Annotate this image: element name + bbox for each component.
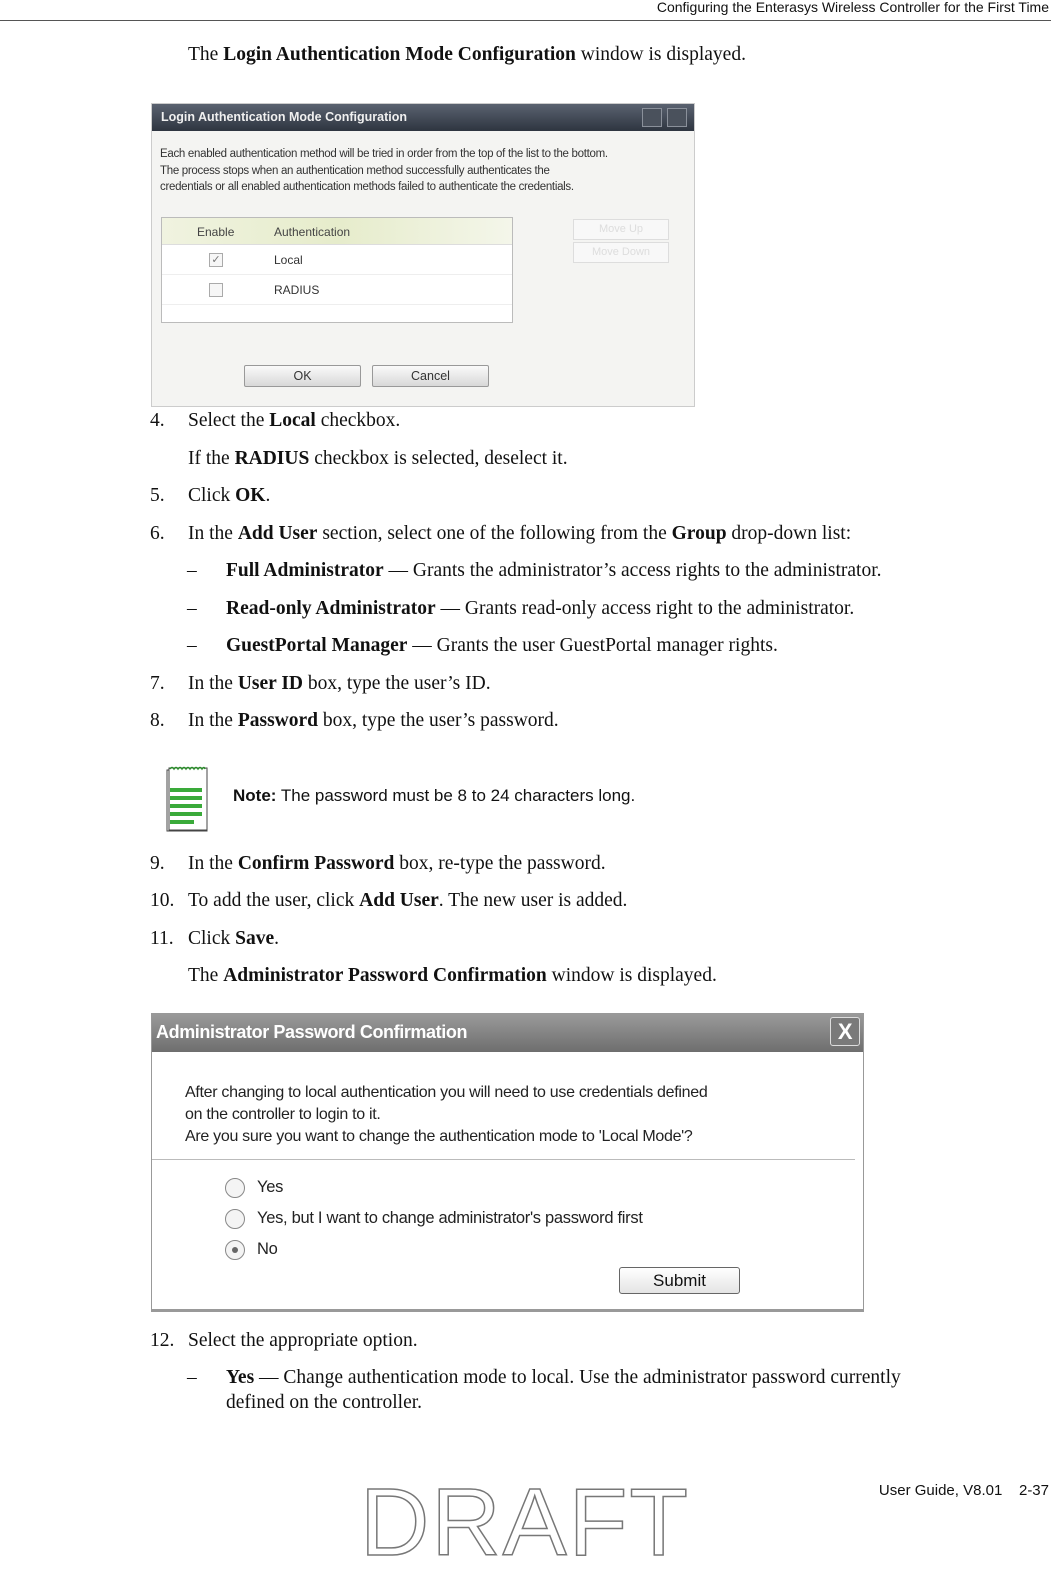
- column-authentication: Authentication: [274, 225, 351, 239]
- option-readonly-admin: Read-only Administrator — Grants read-only access right to the administrator.: [226, 598, 855, 619]
- window-titlebar: [152, 104, 694, 131]
- step-number: 9.: [150, 853, 165, 874]
- step-number: 12.: [150, 1330, 175, 1351]
- login-auth-mode-window: [151, 103, 695, 407]
- step-number: 4.: [150, 410, 165, 431]
- step-number: 8.: [150, 710, 165, 731]
- step-number: 7.: [150, 673, 165, 694]
- row-label: RADIUS: [274, 283, 320, 297]
- option-yes: Yes — Change authentication mode to local. Use the administrator password currently: [226, 1367, 901, 1388]
- option-full-admin: Full Administrator — Grants the administrator’s access rights to the administrator.: [226, 560, 882, 581]
- description-line: The process stops when an authentication method successfully authenticates the: [160, 164, 550, 177]
- step-5: Click OK.: [188, 485, 271, 506]
- message-line: Are you sure you want to change the authentication mode to 'Local Mode'?: [185, 1128, 693, 1145]
- description-line: Each enabled authentication method will be tried in order from the top of the list to the bottom.: [160, 148, 608, 160]
- step-7: In the User ID box, type the user’s ID.: [188, 673, 491, 694]
- bullet-dash: –: [187, 635, 197, 656]
- cancel-button[interactable]: Cancel: [372, 365, 489, 387]
- window-title: Administrator Password Confirmation: [156, 1022, 468, 1042]
- table-row[interactable]: [162, 245, 512, 275]
- step-10: To add the user, click Add User. The new user is added.: [188, 890, 628, 911]
- step-12: Select the appropriate option.: [188, 1330, 418, 1351]
- radio-label: No: [257, 1240, 278, 1258]
- radius-checkbox[interactable]: [209, 283, 223, 297]
- step-9: In the Confirm Password box, re-type the password.: [188, 853, 606, 874]
- column-enable: Enable: [197, 225, 235, 239]
- message-line: on the controller to login to it.: [185, 1106, 381, 1123]
- radio-label: Yes, but I want to change administrator's password first: [257, 1209, 643, 1227]
- move-down-button[interactable]: Move Down: [573, 242, 669, 263]
- bullet-dash: –: [187, 560, 197, 581]
- description-line: credentials or all enabled authentication methods failed to authenticate the credentials.: [160, 181, 574, 193]
- message-line: After changing to local authentication you will need to use credentials defined: [185, 1084, 708, 1101]
- intro-text: The Login Authentication Mode Configuration window is displayed.: [188, 44, 746, 65]
- draft-watermark: DRAFT: [360, 1469, 690, 1576]
- auth-methods-table: [161, 217, 513, 323]
- confirmation-message: [185, 1082, 707, 1148]
- window-title: Login Authentication Mode Configuration: [161, 110, 408, 124]
- step-6: In the Add User section, select one of the following from the Group drop-down list:: [188, 523, 852, 544]
- submit-button[interactable]: Submit: [619, 1267, 740, 1294]
- step-11-detail: The Administrator Password Confirmation window is displayed.: [188, 965, 717, 986]
- radio-label: Yes: [257, 1178, 284, 1196]
- help-icon[interactable]: [642, 108, 662, 127]
- step-number: 10.: [150, 890, 175, 911]
- step-11: Click Save.: [188, 928, 279, 949]
- local-checkbox[interactable]: ✓: [209, 253, 223, 267]
- bullet-dash: –: [187, 1367, 197, 1388]
- radio-no[interactable]: [225, 1240, 245, 1260]
- step-number: 5.: [150, 485, 165, 506]
- step-8: In the Password box, type the user’s password.: [188, 710, 559, 731]
- row-label: Local: [274, 253, 303, 267]
- step-number: 6.: [150, 523, 165, 544]
- radio-yes-change-password[interactable]: [225, 1209, 245, 1229]
- close-icon[interactable]: [667, 108, 687, 127]
- note-text: Note: The password must be 8 to 24 characters long.: [233, 786, 636, 805]
- divider: [152, 1159, 855, 1160]
- bullet-dash: –: [187, 598, 197, 619]
- table-header: [162, 218, 512, 245]
- step-number: 11.: [150, 928, 174, 949]
- move-up-button[interactable]: Move Up: [573, 219, 669, 240]
- admin-password-confirmation-window: [151, 1013, 864, 1312]
- description: [160, 146, 608, 196]
- close-button[interactable]: X: [830, 1017, 860, 1046]
- notepad-icon: [166, 766, 208, 832]
- table-row[interactable]: [162, 275, 512, 305]
- option-yes-cont: defined on the controller.: [226, 1392, 423, 1413]
- window-titlebar: [152, 1014, 863, 1052]
- option-guestportal: GuestPortal Manager — Grants the user GuestPortal manager rights.: [226, 635, 778, 656]
- page-footer: User Guide, V8.01 2-37: [878, 1482, 1049, 1499]
- step-4: Select the Local checkbox.: [188, 410, 401, 431]
- radio-yes[interactable]: [225, 1178, 245, 1198]
- running-header: Configuring the Enterasys Wireless Controller for the First Time: [0, 0, 1051, 21]
- step-4-detail: If the RADIUS checkbox is selected, deselect it.: [188, 448, 568, 469]
- ok-button[interactable]: OK: [244, 365, 361, 387]
